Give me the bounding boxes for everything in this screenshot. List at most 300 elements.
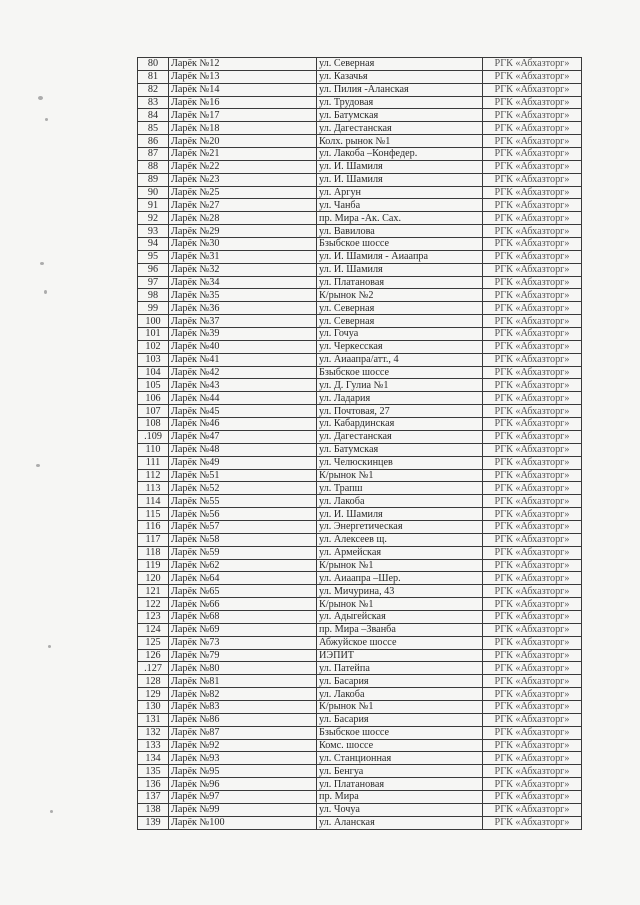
row-number: 135 xyxy=(138,765,169,778)
kiosk-owner: РГК «Абхазторг» xyxy=(483,623,582,636)
row-number: 93 xyxy=(138,225,169,238)
row-number: 102 xyxy=(138,340,169,353)
row-number: 124 xyxy=(138,623,169,636)
kiosk-name: Ларёк №30 xyxy=(169,238,317,251)
kiosk-name: Ларёк №69 xyxy=(169,623,317,636)
kiosk-address: ул. Лакоба xyxy=(317,688,483,701)
table-row xyxy=(138,263,582,276)
kiosk-name: Ларёк №47 xyxy=(169,430,317,443)
table-row xyxy=(138,70,582,83)
kiosk-owner: РГК «Абхазторг» xyxy=(483,328,582,341)
kiosk-address: ул. Гочуа xyxy=(317,328,483,341)
row-number: 110 xyxy=(138,443,169,456)
row-number: 111 xyxy=(138,456,169,469)
kiosk-owner: РГК «Абхазторг» xyxy=(483,340,582,353)
kiosk-address: Бзыбское шоссе xyxy=(317,238,483,251)
kiosk-name: Ларёк №46 xyxy=(169,418,317,431)
kiosk-owner: РГК «Абхазторг» xyxy=(483,289,582,302)
kiosk-owner: РГК «Абхазторг» xyxy=(483,559,582,572)
kiosk-owner: РГК «Абхазторг» xyxy=(483,688,582,701)
row-number: 92 xyxy=(138,212,169,225)
row-number: 137 xyxy=(138,790,169,803)
kiosk-name: Ларёк №40 xyxy=(169,340,317,353)
kiosk-name: Ларёк №55 xyxy=(169,495,317,508)
row-number: 107 xyxy=(138,405,169,418)
kiosk-address: ул. Вавилова xyxy=(317,225,483,238)
table-row xyxy=(138,289,582,302)
row-number: 101 xyxy=(138,328,169,341)
row-number: 89 xyxy=(138,173,169,186)
kiosk-address: ул. Мичурина, 43 xyxy=(317,585,483,598)
row-number: 139 xyxy=(138,816,169,829)
kiosk-address: ул. Патейпа xyxy=(317,662,483,675)
kiosk-address: ул. Ладария xyxy=(317,392,483,405)
kiosk-address: пр. Мира -Ак. Сах. xyxy=(317,212,483,225)
kiosk-owner: РГК «Абхазторг» xyxy=(483,443,582,456)
kiosk-owner: РГК «Абхазторг» xyxy=(483,199,582,212)
kiosk-address: ул. Адыгейская xyxy=(317,610,483,623)
kiosk-owner: РГК «Абхазторг» xyxy=(483,83,582,96)
table-row xyxy=(138,443,582,456)
kiosk-name: Ларёк №18 xyxy=(169,122,317,135)
kiosk-name: Ларёк №23 xyxy=(169,173,317,186)
kiosk-address: ул. Аланская xyxy=(317,816,483,829)
kiosk-address: ул. Аиаапра/атт., 4 xyxy=(317,353,483,366)
kiosk-owner: РГК «Абхазторг» xyxy=(483,379,582,392)
row-number: 131 xyxy=(138,713,169,726)
row-number: 87 xyxy=(138,148,169,161)
kiosk-owner: РГК «Абхазторг» xyxy=(483,726,582,739)
kiosk-address: ул. Армейская xyxy=(317,546,483,559)
table-row xyxy=(138,790,582,803)
kiosk-owner: РГК «Абхазторг» xyxy=(483,790,582,803)
kiosk-address: Бзыбское шоссе xyxy=(317,726,483,739)
table-row xyxy=(138,816,582,829)
kiosk-address: ул. Лакоба xyxy=(317,495,483,508)
table-row xyxy=(138,675,582,688)
kiosk-owner: РГК «Абхазторг» xyxy=(483,803,582,816)
row-number: 118 xyxy=(138,546,169,559)
table-row xyxy=(138,353,582,366)
row-number: 88 xyxy=(138,160,169,173)
table-row xyxy=(138,328,582,341)
row-number: 96 xyxy=(138,263,169,276)
table-row xyxy=(138,559,582,572)
kiosk-name: Ларёк №80 xyxy=(169,662,317,675)
row-number: 120 xyxy=(138,572,169,585)
kiosk-owner: РГК «Абхазторг» xyxy=(483,469,582,482)
table-row xyxy=(138,469,582,482)
scan-speck xyxy=(45,118,48,121)
table-row xyxy=(138,803,582,816)
table-row xyxy=(138,83,582,96)
kiosk-owner: РГК «Абхазторг» xyxy=(483,675,582,688)
kiosk-address: ул. Платановая xyxy=(317,276,483,289)
kiosk-address: ул. Аиаапра –Шер. xyxy=(317,572,483,585)
kiosk-name: Ларёк №86 xyxy=(169,713,317,726)
kiosk-owner: РГК «Абхазторг» xyxy=(483,752,582,765)
kiosk-address: ул. Черкесская xyxy=(317,340,483,353)
table-row xyxy=(138,662,582,675)
kiosk-address: К/рынок №1 xyxy=(317,469,483,482)
row-number: 95 xyxy=(138,250,169,263)
kiosk-address: ул. Платановая xyxy=(317,778,483,791)
kiosk-address: ул. Казачья xyxy=(317,70,483,83)
kiosk-name: Ларёк №20 xyxy=(169,135,317,148)
row-number: 106 xyxy=(138,392,169,405)
table-row xyxy=(138,572,582,585)
kiosk-address: пр. Мира xyxy=(317,790,483,803)
kiosk-owner: РГК «Абхазторг» xyxy=(483,276,582,289)
row-number: 133 xyxy=(138,739,169,752)
kiosk-address: ул. Челюскинцев xyxy=(317,456,483,469)
kiosk-name: Ларёк №41 xyxy=(169,353,317,366)
table-row xyxy=(138,649,582,662)
table-row xyxy=(138,456,582,469)
kiosk-name: Ларёк №83 xyxy=(169,700,317,713)
kiosk-owner: РГК «Абхазторг» xyxy=(483,598,582,611)
table-row xyxy=(138,623,582,636)
kiosk-address: Комс. шоссе xyxy=(317,739,483,752)
kiosk-address: К/рынок №1 xyxy=(317,598,483,611)
kiosk-name: Ларёк №51 xyxy=(169,469,317,482)
kiosk-owner: РГК «Абхазторг» xyxy=(483,135,582,148)
table-row xyxy=(138,546,582,559)
row-number: 105 xyxy=(138,379,169,392)
kiosk-name: Ларёк №96 xyxy=(169,778,317,791)
kiosk-name: Ларёк №14 xyxy=(169,83,317,96)
row-number: 122 xyxy=(138,598,169,611)
kiosk-owner: РГК «Абхазторг» xyxy=(483,585,582,598)
kiosk-owner: РГК «Абхазторг» xyxy=(483,816,582,829)
kiosk-owner: РГК «Абхазторг» xyxy=(483,353,582,366)
kiosk-address: ул. Дагестанская xyxy=(317,122,483,135)
kiosk-address: ИЭПИТ xyxy=(317,649,483,662)
kiosk-name: Ларёк №64 xyxy=(169,572,317,585)
kiosk-address: ул. Трудовая xyxy=(317,96,483,109)
kiosk-owner: РГК «Абхазторг» xyxy=(483,610,582,623)
table-row xyxy=(138,250,582,263)
row-number: 115 xyxy=(138,508,169,521)
row-number: 112 xyxy=(138,469,169,482)
row-number: 130 xyxy=(138,700,169,713)
table-row xyxy=(138,585,582,598)
row-number: 90 xyxy=(138,186,169,199)
kiosk-name: Ларёк №45 xyxy=(169,405,317,418)
kiosk-name: Ларёк №100 xyxy=(169,816,317,829)
kiosk-name: Ларёк №34 xyxy=(169,276,317,289)
kiosk-list-table-wrapper xyxy=(137,57,569,830)
kiosk-name: Ларёк №22 xyxy=(169,160,317,173)
table-row xyxy=(138,726,582,739)
kiosk-address: Бзыбское шоссе xyxy=(317,366,483,379)
table-row xyxy=(138,778,582,791)
kiosk-name: Ларёк №79 xyxy=(169,649,317,662)
kiosk-owner: РГК «Абхазторг» xyxy=(483,212,582,225)
kiosk-owner: РГК «Абхазторг» xyxy=(483,700,582,713)
row-number: 117 xyxy=(138,533,169,546)
kiosk-address: ул. И. Шамиля xyxy=(317,160,483,173)
kiosk-address: ул. Аргун xyxy=(317,186,483,199)
kiosk-owner: РГК «Абхазторг» xyxy=(483,418,582,431)
kiosk-name: Ларёк №73 xyxy=(169,636,317,649)
kiosk-address: ул. Станционная xyxy=(317,752,483,765)
row-number: 123 xyxy=(138,610,169,623)
kiosk-address: ул. Чочуа xyxy=(317,803,483,816)
kiosk-address: ул. Кабардинская xyxy=(317,418,483,431)
kiosk-owner: РГК «Абхазторг» xyxy=(483,636,582,649)
kiosk-address: ул. Батумская xyxy=(317,443,483,456)
kiosk-name: Ларёк №42 xyxy=(169,366,317,379)
row-number: 83 xyxy=(138,96,169,109)
table-row xyxy=(138,238,582,251)
table-row xyxy=(138,276,582,289)
row-number: 121 xyxy=(138,585,169,598)
row-number: 84 xyxy=(138,109,169,122)
table-row xyxy=(138,495,582,508)
table-row xyxy=(138,302,582,315)
kiosk-name: Ларёк №95 xyxy=(169,765,317,778)
row-number: 94 xyxy=(138,238,169,251)
kiosk-owner: РГК «Абхазторг» xyxy=(483,495,582,508)
row-number: 99 xyxy=(138,302,169,315)
kiosk-address: ул. Бенгуа xyxy=(317,765,483,778)
scan-speck xyxy=(50,810,53,813)
table-row xyxy=(138,418,582,431)
kiosk-address: ул. И. Шамиля xyxy=(317,263,483,276)
table-row xyxy=(138,315,582,328)
kiosk-address: К/рынок №2 xyxy=(317,289,483,302)
kiosk-owner: РГК «Абхазторг» xyxy=(483,186,582,199)
row-number: 104 xyxy=(138,366,169,379)
scan-speck xyxy=(36,464,40,467)
kiosk-owner: РГК «Абхазторг» xyxy=(483,366,582,379)
kiosk-owner: РГК «Абхазторг» xyxy=(483,778,582,791)
kiosk-address: Абжуйское шоссе xyxy=(317,636,483,649)
kiosk-name: Ларёк №44 xyxy=(169,392,317,405)
kiosk-address: ул. Д. Гулиа №1 xyxy=(317,379,483,392)
table-row xyxy=(138,340,582,353)
kiosk-owner: РГК «Абхазторг» xyxy=(483,160,582,173)
table-row xyxy=(138,405,582,418)
row-number: 114 xyxy=(138,495,169,508)
kiosk-name: Ларёк №56 xyxy=(169,508,317,521)
table-row xyxy=(138,96,582,109)
kiosk-name: Ларёк №58 xyxy=(169,533,317,546)
kiosk-name: Ларёк №13 xyxy=(169,70,317,83)
row-number: 100 xyxy=(138,315,169,328)
kiosk-owner: РГК «Абхазторг» xyxy=(483,238,582,251)
row-number: 82 xyxy=(138,83,169,96)
kiosk-address: Колх. рынок №1 xyxy=(317,135,483,148)
kiosk-owner: РГК «Абхазторг» xyxy=(483,533,582,546)
kiosk-owner: РГК «Абхазторг» xyxy=(483,122,582,135)
scan-speck xyxy=(44,290,47,294)
table-row xyxy=(138,199,582,212)
kiosk-name: Ларёк №52 xyxy=(169,482,317,495)
table-row xyxy=(138,598,582,611)
kiosk-name: Ларёк №39 xyxy=(169,328,317,341)
table-row xyxy=(138,135,582,148)
kiosk-name: Ларёк №29 xyxy=(169,225,317,238)
kiosk-name: Ларёк №93 xyxy=(169,752,317,765)
row-number: 103 xyxy=(138,353,169,366)
table-row xyxy=(138,508,582,521)
kiosk-owner: РГК «Абхазторг» xyxy=(483,315,582,328)
row-number: 116 xyxy=(138,520,169,533)
kiosk-owner: РГК «Абхазторг» xyxy=(483,765,582,778)
kiosk-owner: РГК «Абхазторг» xyxy=(483,572,582,585)
kiosk-owner: РГК «Абхазторг» xyxy=(483,649,582,662)
row-number: 86 xyxy=(138,135,169,148)
kiosk-address: К/рынок №1 xyxy=(317,559,483,572)
kiosk-name: Ларёк №59 xyxy=(169,546,317,559)
kiosk-address: ул. Почтовая, 27 xyxy=(317,405,483,418)
kiosk-owner: РГК «Абхазторг» xyxy=(483,546,582,559)
table-row xyxy=(138,482,582,495)
kiosk-address: ул. Трапш xyxy=(317,482,483,495)
kiosk-name: Ларёк №31 xyxy=(169,250,317,263)
table-row xyxy=(138,173,582,186)
table-row xyxy=(138,739,582,752)
table-row xyxy=(138,610,582,623)
row-number: 126 xyxy=(138,649,169,662)
row-number: 136 xyxy=(138,778,169,791)
kiosk-address: ул. Чанба xyxy=(317,199,483,212)
kiosk-owner: РГК «Абхазторг» xyxy=(483,250,582,263)
kiosk-owner: РГК «Абхазторг» xyxy=(483,405,582,418)
table-row xyxy=(138,58,582,71)
kiosk-name: Ларёк №21 xyxy=(169,148,317,161)
kiosk-owner: РГК «Абхазторг» xyxy=(483,70,582,83)
row-number: 113 xyxy=(138,482,169,495)
kiosk-name: Ларёк №68 xyxy=(169,610,317,623)
row-number: 91 xyxy=(138,199,169,212)
kiosk-name: Ларёк №32 xyxy=(169,263,317,276)
kiosk-name: Ларёк №97 xyxy=(169,790,317,803)
kiosk-address: ул. Лакоба –Конфедер. xyxy=(317,148,483,161)
kiosk-list-table xyxy=(137,57,582,830)
row-number: 129 xyxy=(138,688,169,701)
kiosk-owner: РГК «Абхазторг» xyxy=(483,173,582,186)
table-row xyxy=(138,109,582,122)
kiosk-owner: РГК «Абхазторг» xyxy=(483,302,582,315)
kiosk-name: Ларёк №12 xyxy=(169,58,317,71)
table-row xyxy=(138,636,582,649)
kiosk-address: ул. Северная xyxy=(317,58,483,71)
kiosk-name: Ларёк №25 xyxy=(169,186,317,199)
table-row xyxy=(138,379,582,392)
kiosk-owner: РГК «Абхазторг» xyxy=(483,148,582,161)
kiosk-address: ул. Батумская xyxy=(317,109,483,122)
kiosk-name: Ларёк №87 xyxy=(169,726,317,739)
scan-speck xyxy=(40,262,44,265)
kiosk-address: ул. Пилия -Аланская xyxy=(317,83,483,96)
kiosk-address: ул. Дагестанская xyxy=(317,430,483,443)
kiosk-owner: РГК «Абхазторг» xyxy=(483,520,582,533)
kiosk-name: Ларёк №35 xyxy=(169,289,317,302)
table-row xyxy=(138,752,582,765)
kiosk-address: ул. И. Шамиля - Аиаапра xyxy=(317,250,483,263)
kiosk-name: Ларёк №57 xyxy=(169,520,317,533)
kiosk-name: Ларёк №81 xyxy=(169,675,317,688)
kiosk-name: Ларёк №37 xyxy=(169,315,317,328)
kiosk-address: ул. И. Шамиля xyxy=(317,173,483,186)
row-number: 132 xyxy=(138,726,169,739)
table-row xyxy=(138,225,582,238)
kiosk-name: Ларёк №48 xyxy=(169,443,317,456)
table-row xyxy=(138,520,582,533)
kiosk-owner: РГК «Абхазторг» xyxy=(483,109,582,122)
kiosk-owner: РГК «Абхазторг» xyxy=(483,713,582,726)
kiosk-owner: РГК «Абхазторг» xyxy=(483,58,582,71)
row-number: 119 xyxy=(138,559,169,572)
table-row xyxy=(138,765,582,778)
kiosk-address: ул. Басария xyxy=(317,675,483,688)
kiosk-owner: РГК «Абхазторг» xyxy=(483,739,582,752)
table-row xyxy=(138,122,582,135)
kiosk-owner: РГК «Абхазторг» xyxy=(483,430,582,443)
row-number: 81 xyxy=(138,70,169,83)
table-row xyxy=(138,212,582,225)
kiosk-name: Ларёк №28 xyxy=(169,212,317,225)
kiosk-name: Ларёк №27 xyxy=(169,199,317,212)
kiosk-address: ул. Северная xyxy=(317,315,483,328)
table-row xyxy=(138,186,582,199)
kiosk-address: ул. Басария xyxy=(317,713,483,726)
kiosk-address: ул. И. Шамиля xyxy=(317,508,483,521)
scan-speck xyxy=(48,645,51,648)
kiosk-name: Ларёк №49 xyxy=(169,456,317,469)
kiosk-owner: РГК «Абхазторг» xyxy=(483,456,582,469)
kiosk-owner: РГК «Абхазторг» xyxy=(483,508,582,521)
table-row xyxy=(138,533,582,546)
row-number: 128 xyxy=(138,675,169,688)
scan-speck xyxy=(38,96,43,100)
kiosk-name: Ларёк №43 xyxy=(169,379,317,392)
row-number: 80 xyxy=(138,58,169,71)
kiosk-name: Ларёк №62 xyxy=(169,559,317,572)
table-row xyxy=(138,148,582,161)
kiosk-name: Ларёк №92 xyxy=(169,739,317,752)
kiosk-owner: РГК «Абхазторг» xyxy=(483,392,582,405)
kiosk-name: Ларёк №16 xyxy=(169,96,317,109)
kiosk-name: Ларёк №17 xyxy=(169,109,317,122)
kiosk-owner: РГК «Абхазторг» xyxy=(483,225,582,238)
kiosk-address: пр. Мира –Званба xyxy=(317,623,483,636)
table-row xyxy=(138,430,582,443)
kiosk-name: Ларёк №66 xyxy=(169,598,317,611)
row-number: 97 xyxy=(138,276,169,289)
table-row xyxy=(138,713,582,726)
kiosk-name: Ларёк №99 xyxy=(169,803,317,816)
row-number: .127 xyxy=(138,662,169,675)
row-number: 108 xyxy=(138,418,169,431)
table-row xyxy=(138,392,582,405)
row-number: 134 xyxy=(138,752,169,765)
kiosk-owner: РГК «Абхазторг» xyxy=(483,96,582,109)
table-row xyxy=(138,688,582,701)
row-number: 125 xyxy=(138,636,169,649)
kiosk-owner: РГК «Абхазторг» xyxy=(483,482,582,495)
kiosk-list-body xyxy=(138,58,582,830)
kiosk-owner: РГК «Абхазторг» xyxy=(483,662,582,675)
row-number: 98 xyxy=(138,289,169,302)
row-number: 138 xyxy=(138,803,169,816)
table-row xyxy=(138,160,582,173)
kiosk-owner: РГК «Абхазторг» xyxy=(483,263,582,276)
kiosk-address: ул. Энергетическая xyxy=(317,520,483,533)
